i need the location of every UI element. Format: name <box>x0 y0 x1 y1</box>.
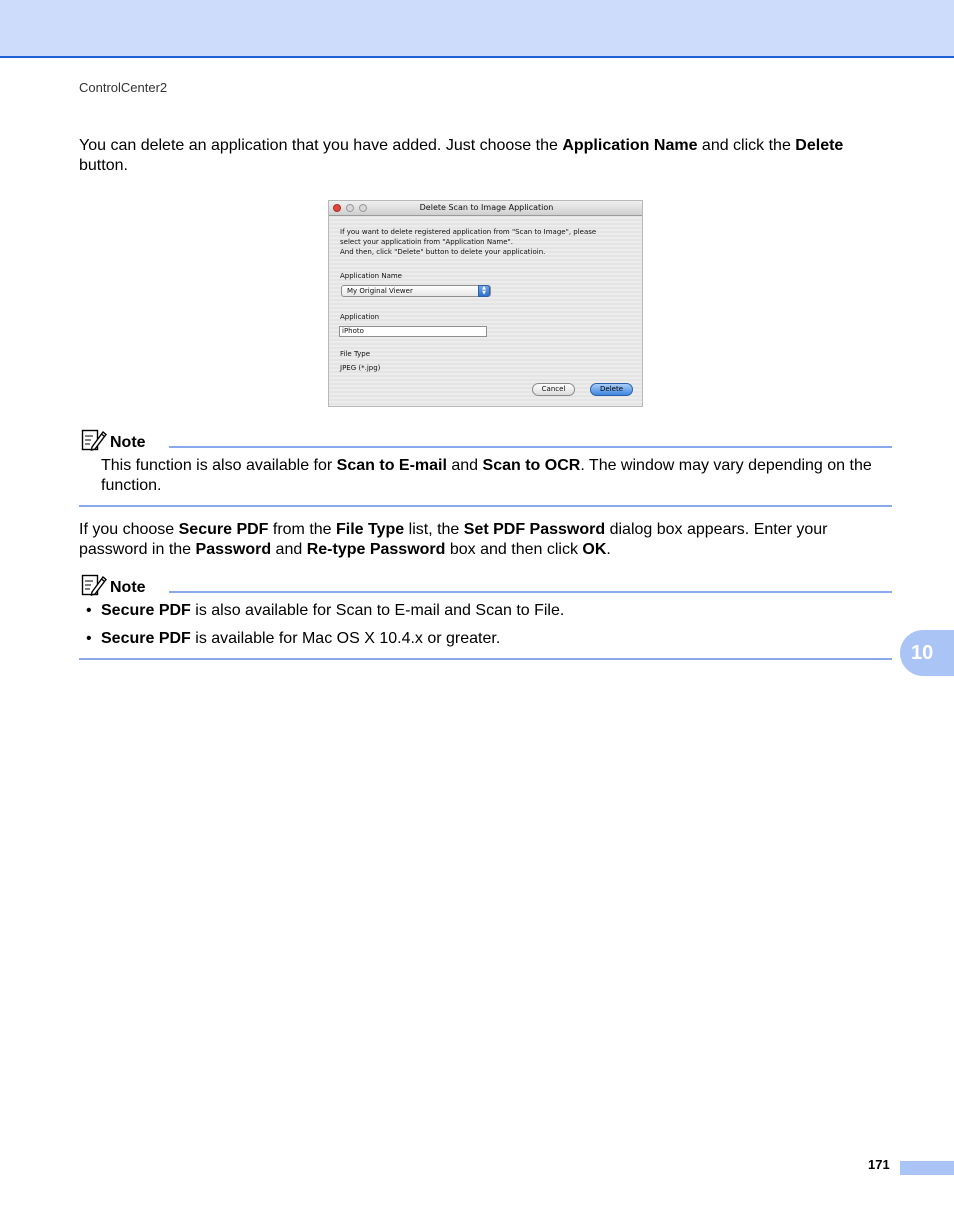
list-item-text <box>101 601 881 621</box>
note-bottom-rule <box>79 658 892 660</box>
para-text: list, the <box>404 521 464 538</box>
application-name-select[interactable] <box>341 285 491 297</box>
bold-secure-pdf: Secure PDF <box>178 521 269 538</box>
note-box <box>79 428 892 510</box>
application-name-value: My Original Viewer <box>347 287 413 295</box>
bold-file-type: File Type <box>336 521 405 538</box>
header-band <box>0 0 954 58</box>
bold-set-pdf-password: Set PDF Password <box>463 521 606 538</box>
select-arrows-icon: ▲ ▼ <box>478 285 490 297</box>
note-box <box>79 573 892 665</box>
cancel-button[interactable]: Cancel <box>532 383 575 396</box>
instruction-line: select your applicatioin from "Application Name". <box>340 238 513 246</box>
zoom-icon[interactable] <box>359 204 367 212</box>
intro-bold-app-name: Application Name <box>562 137 698 154</box>
para-text: from the <box>268 521 337 538</box>
bullet-icon: • <box>86 602 92 619</box>
intro-text: You can delete an application that you have added. Just choose the <box>79 137 563 154</box>
note-text <box>101 456 891 496</box>
note-title: Note <box>110 579 146 596</box>
application-name-label: Application Name <box>340 272 402 280</box>
note-text-part: and <box>446 457 483 474</box>
note-text-part: This function is also available for <box>101 457 337 474</box>
dialog-title: Delete Scan to Image Application <box>419 203 554 212</box>
note-pencil-icon <box>81 573 107 597</box>
intro-text: button. <box>79 157 128 174</box>
note-text-part: . The window may vary depending on the function. <box>101 457 872 494</box>
bold-password: Password <box>195 541 272 558</box>
chapter-tab: 10 <box>900 630 954 676</box>
note-title: Note <box>110 434 146 451</box>
bold-ok: OK <box>582 541 607 558</box>
minimize-icon[interactable] <box>346 204 354 212</box>
para-text: and <box>271 541 307 558</box>
application-value: iPhoto <box>342 327 364 335</box>
close-icon[interactable] <box>333 204 341 212</box>
note-bold-scan-ocr: Scan to OCR <box>482 457 581 474</box>
running-head: ControlCenter2 <box>79 80 168 95</box>
bold-secure-pdf: Secure PDF <box>101 602 191 619</box>
bold-retype-password: Re-type Password <box>306 541 446 558</box>
instruction-line: And then, click "Delete" button to delete your applicatioin. <box>340 248 546 256</box>
para-text: box and then click <box>445 541 583 558</box>
para-text: If you choose <box>79 521 179 538</box>
note-rule <box>169 591 892 593</box>
dialog-titlebar <box>329 201 642 216</box>
file-type-value: JPEG (*.jpg) <box>340 364 381 372</box>
instruction-line: If you want to delete registered application from "Scan to Image", please <box>340 228 597 236</box>
application-label: Application <box>340 313 380 321</box>
para-text: . <box>606 541 611 558</box>
bold-secure-pdf: Secure PDF <box>101 630 191 647</box>
note-pencil-icon <box>81 428 107 452</box>
secure-pdf-paragraph <box>79 520 891 560</box>
file-type-label: File Type <box>340 350 371 358</box>
para-text: dialog box appears. Enter your password in the <box>79 521 828 558</box>
delete-application-dialog <box>328 200 643 407</box>
list-item-rest: is available for Mac OS X 10.4.x or greater. <box>190 630 501 647</box>
note-rule <box>169 446 892 448</box>
note-bold-scan-email: Scan to E-mail <box>336 457 447 474</box>
page-number: 171 <box>868 1157 890 1172</box>
bullet-icon: • <box>86 630 92 647</box>
note-bottom-rule <box>79 505 892 507</box>
list-item-rest: is also available for Scan to E-mail and Scan to File. <box>190 602 565 619</box>
application-field[interactable] <box>339 326 487 337</box>
intro-bold-delete: Delete <box>795 137 844 154</box>
dialog-instructions <box>340 227 596 257</box>
intro-text: and click the <box>697 137 796 154</box>
delete-button[interactable]: Delete <box>590 383 633 396</box>
list-item-text <box>101 629 881 649</box>
intro-paragraph <box>79 136 891 176</box>
page-number-bar <box>900 1161 954 1175</box>
